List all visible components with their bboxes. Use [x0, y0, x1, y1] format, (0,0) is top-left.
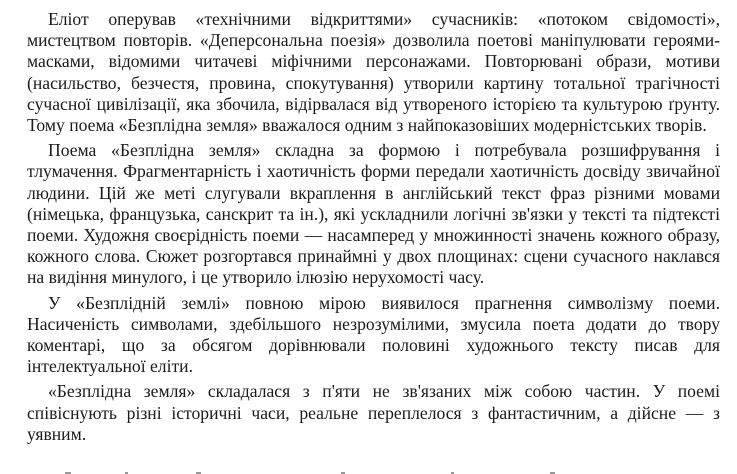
paragraph-1: Еліот оперував «технічними відкриттями» сучасників: «потоком свідомості», мистецтвом повторів. «Деперсональна поезія» дозволила поетові маніпулювати героями-масками, відомими читачеві міфічними персонажами. Повторювані образи, мотиви (насильство, безчестя, провина, спокутування) утворили картину тотальної трагічності сучасної цивілізації, яка збочила, відірвалася від утвореного історією та культурою ґрунту. Тому поема «Безплідна земля» вважалося одним з найпоказовіших модерністських творів. [27, 9, 720, 136]
cropped-next-line [27, 463, 720, 474]
paragraph-2: Поема «Безплідна земля» складна за формою і потребувала розшифрування і тлумачення. Фрагментарність і хаотичність форми передали хаотичність досвіду звичайної людини. Цій же меті слугували вкраплення в англійський текст фраз різними мовами (німецька, французька, санскрит та ін.), які ускладнили логічні зв'язки у тексті та підтексті поеми. Художня своєрідність поеми — насамперед у множинності значень кожного образу, кожного слова. Сюжет розгортався принаймні у двох площинах: сцени сучасного наклався на видіння минулого, і це утворило ілюзію нерухомості часу. [27, 140, 720, 288]
paragraph-3: У «Безплідній землі» повною мірою виявилося прагнення символізму поеми. Насиченість символами, здебільшого незрозумілими, змусила поета додати до твору коментарі, що за обсягом дорівнювали половині художнього тексту писав для інтелектуальної еліти. [27, 292, 720, 377]
document-text [27, 9, 720, 445]
paragraph-4: «Безплідна земля» складалася з п'яти не зв'язаних між собою частин. У поемі співіснують різні історичні часи, реальне переплелося з фантастичним, а дійсне — з уявним. [27, 381, 720, 444]
